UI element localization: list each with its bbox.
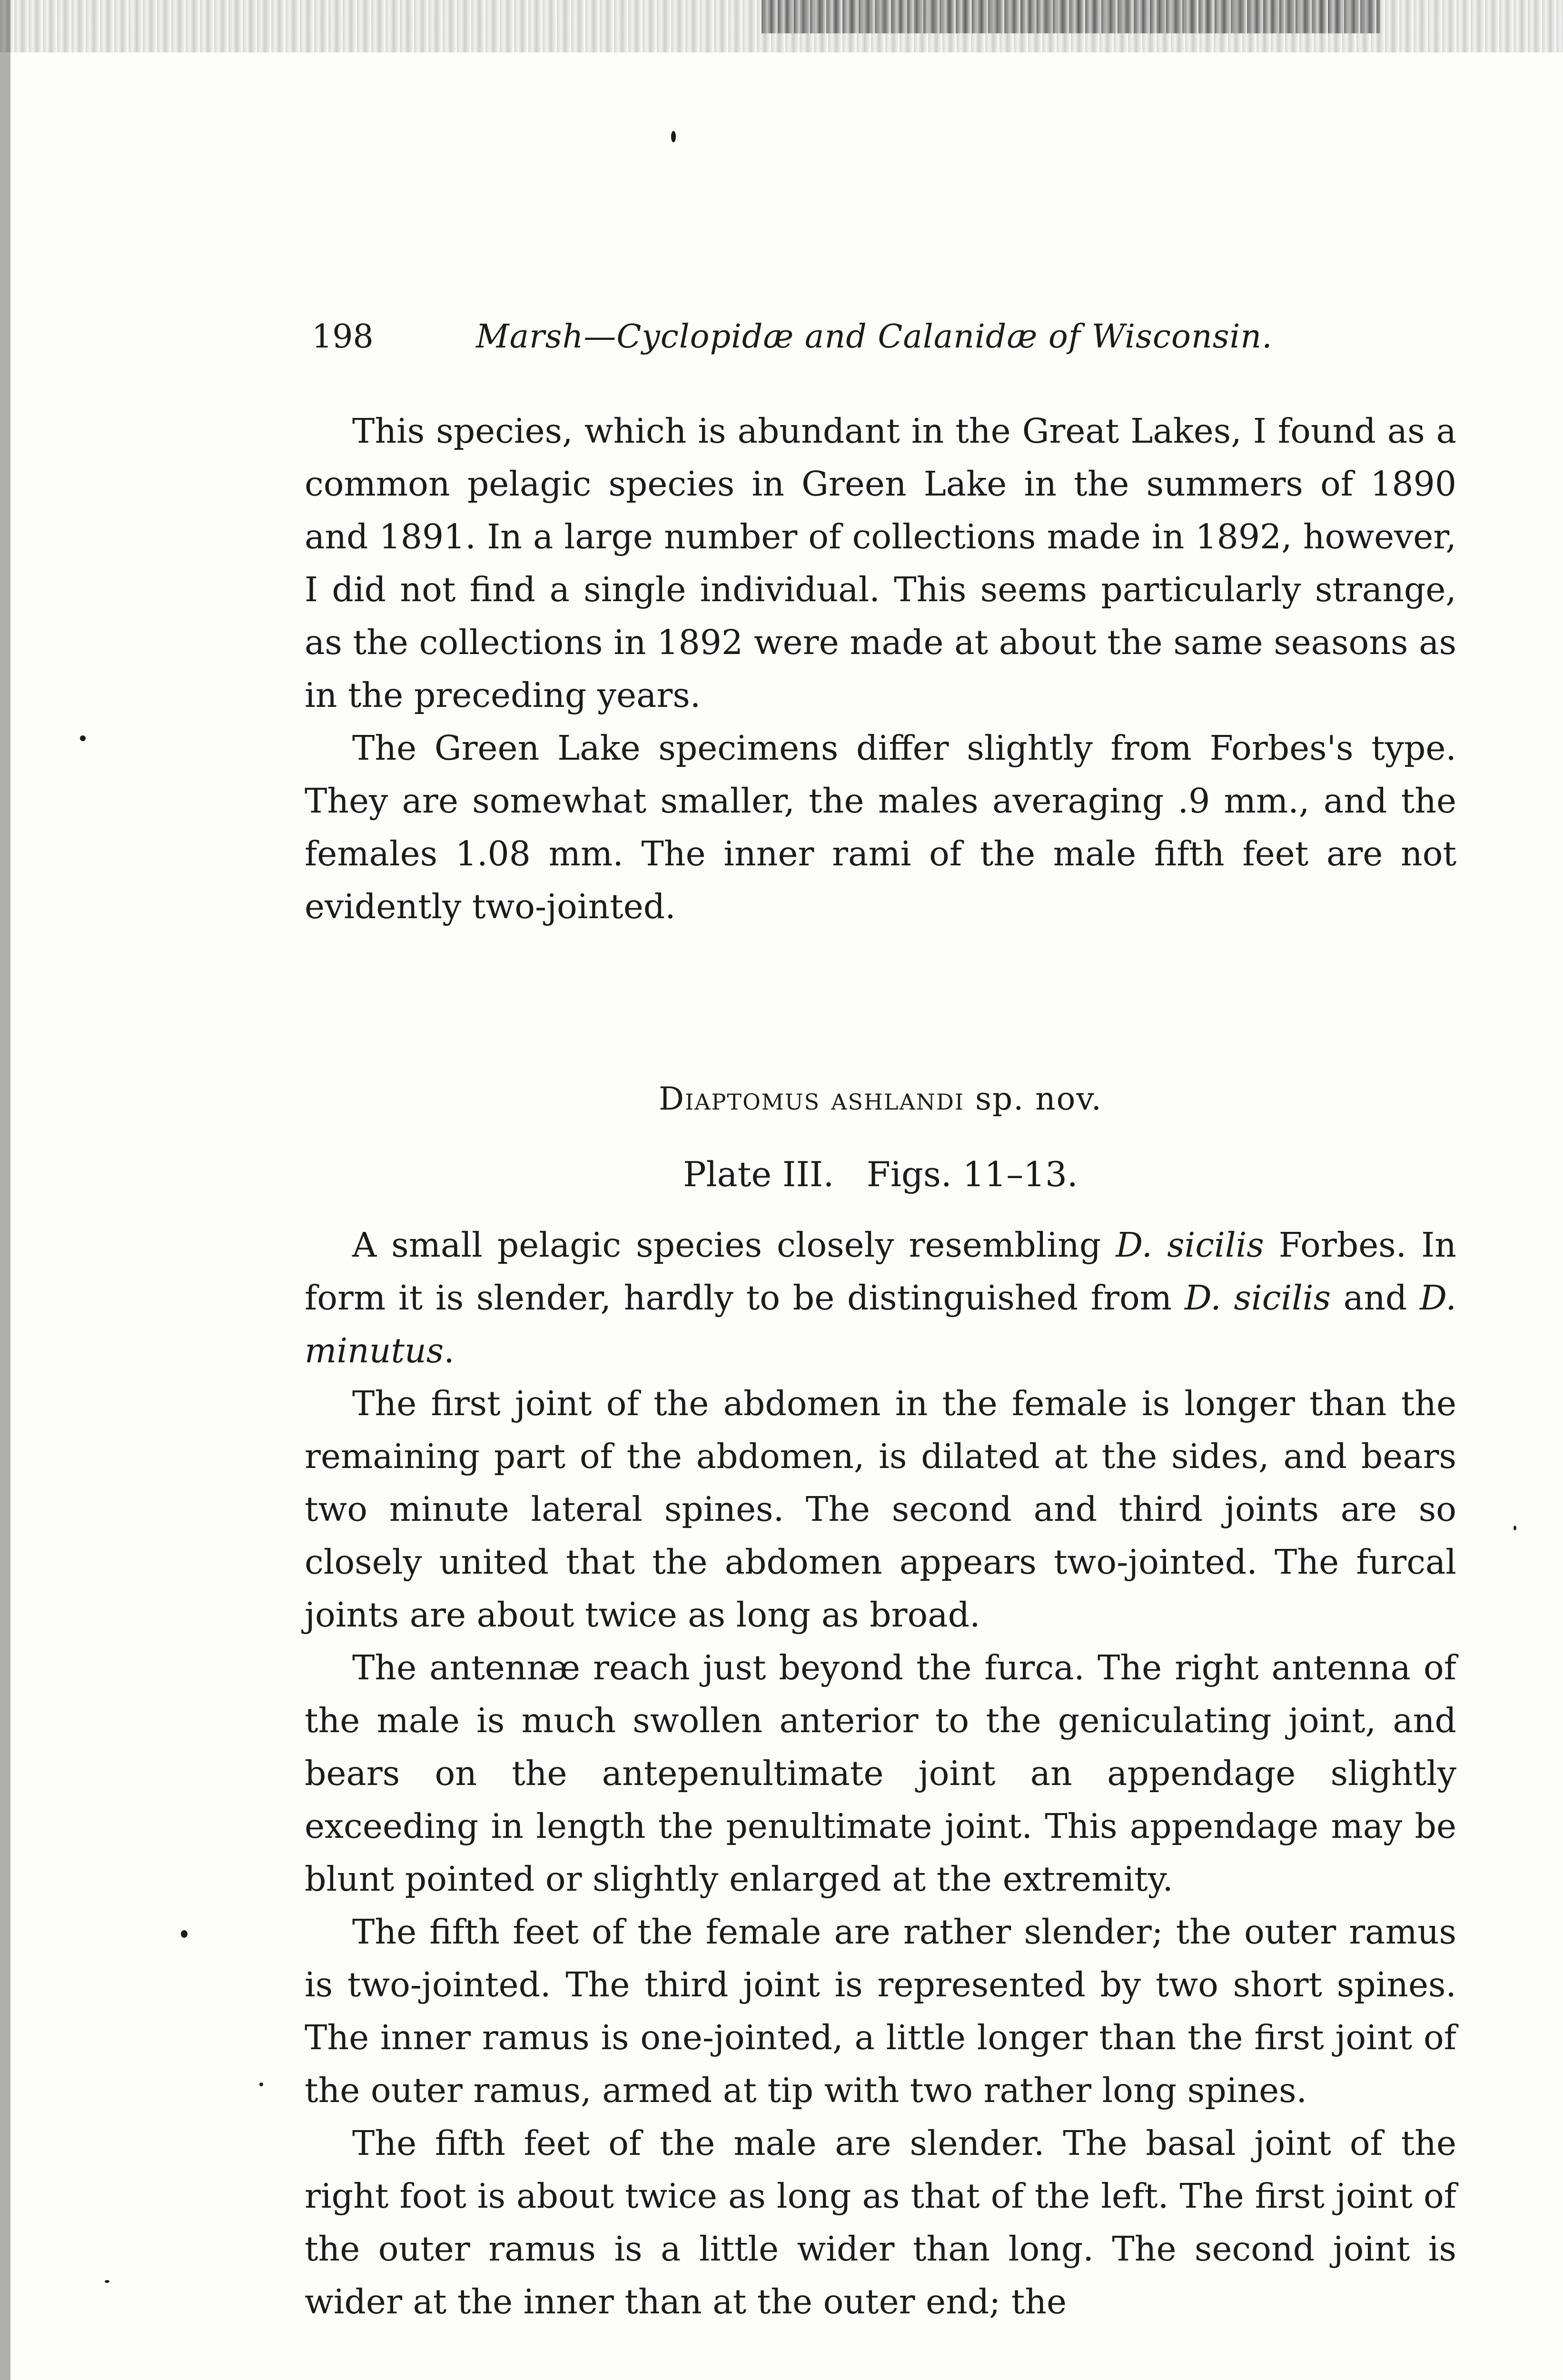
species-name: Diaptomus ashlandi [659,1081,965,1117]
section-two-text [305,1219,1456,2328]
running-head-title: Marsh—Cyclopidæ and Calanidæ of Wisconsin. [476,318,1273,356]
paragraph: The first joint of the abdomen in the female is longer than the remaining part of the abdomen, is dilated at the sides, and bears two minute lateral spines. The second and third joints are so closely united that the abdomen appears two-jointed. The furcal joints are about twice as long as broad. [305,1384,1456,1635]
speck-mark [1514,1526,1516,1530]
taxon-name: D. sicilis [1116,1225,1264,1265]
paragraph: The fifth feet of the male are slender. The basal joint of the right foot is about twice as long as that of the left. The first joint of the outer ramus is a little wider than long. The second joint is wider at the inner than at the outer end; the [305,2123,1456,2321]
text-run: A small pelagic species closely resembling [352,1225,1116,1265]
paragraph: The fifth feet of the female are rather slender; the outer ramus is two-jointed. The third joint is represented by two short spines. The inner ramus is one-jointed, a little longer than the first joint of the outer ramus, armed at tip with two rather long spines. [305,1912,1456,2110]
plate-figures-line: Plate III. Figs. 11–13. [683,1154,1078,1194]
text-run: . [444,1331,455,1370]
running-head [312,318,1311,370]
page-number: 198 [312,318,374,356]
section-one-text [305,405,1456,933]
speck-mark [671,131,676,142]
paragraph [305,1219,1456,1377]
speck-mark [259,2082,263,2086]
speck-mark [105,2280,109,2283]
taxon-name: D. sicilis [1184,1278,1331,1318]
text-run: Forbes. In form it is slender, hardly to be distinguished from [305,1225,1457,1318]
scan-left-border [0,0,10,2380]
text-run: and [1331,1278,1420,1318]
taxon-name: D. minutus [305,1278,1457,1370]
species-suffix: sp. nov. [975,1081,1102,1117]
paragraph: The antennæ reach just beyond the furca. The right antenna of the male is much swollen anterior to the geniculating joint, and bears on the antepenultimate joint an appendage slightly exceeding in length the penultimate joint. This appendage may be blunt pointed or slightly enlarged at the extremity. [305,1648,1456,1899]
paragraph: The Green Lake specimens differ slightly from Forbes's type. They are somewhat smaller, the males averaging .9 mm., and the females 1.08 mm. The inner rami of the male fifth feet are not evidently two-jointed. [305,728,1456,926]
paragraph: This species, which is abundant in the Great Lakes, I found as a common pelagic species in Green Lake in the summers of 1890 and 1891. In a large number of collections made in 1892, however, I did not find a single individual. This seems particularly strange, as the collections in 1892 were made at about the same seasons as in the preceding years. [305,411,1456,715]
species-heading [305,1081,1456,1117]
speck-mark [80,735,86,741]
scan-edge-dark-noise [762,0,1380,33]
speck-mark [181,1930,188,1938]
